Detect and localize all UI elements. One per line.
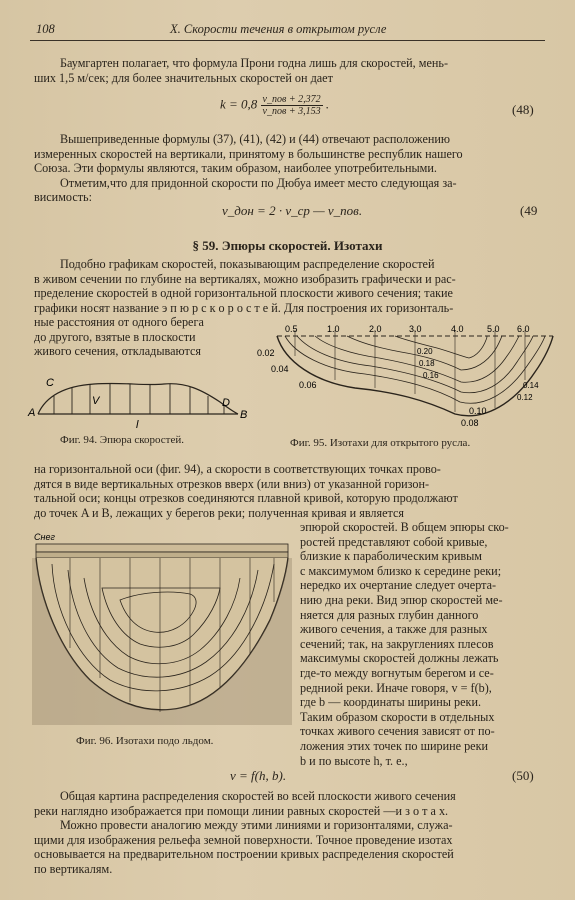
text-line: Союза. Эти формулы являются, таким образом, наиболее употребительными. [34,161,437,176]
paragraph-epures [34,257,544,315]
section-heading: § 59. Эпюры скоростей. Изотахи [192,238,383,253]
text-line: Вышеприведенные формулы (37), (41), (42) и (44) отвечают расположению [60,132,450,146]
text-line: дятся в виде вертикальных отрезков вверх (или вниз) от указанной горизон- [34,476,430,491]
text-line: Можно провести аналогию между этими линиями и горизонталями, служа- [60,818,453,833]
text-line: с максимумом близко к середине реки; [300,563,502,578]
caption-fig-96: Фиг. 96. Изотахи подо льдом. [76,735,214,747]
label-a: A [28,407,36,419]
snow-layer [36,544,288,552]
right-label: 0.08 [461,418,479,428]
header-rule [30,40,545,41]
text-line: редниой реки. Иначе говоря, v = f(b), [300,680,492,695]
text-line: Баумгартен полагает, что формула Прони годна лишь для скоростей, мень- [60,56,449,70]
left-label: 0.06 [299,380,317,390]
text-line: b и по высоте h, т. е., [300,753,408,768]
top-label: 1.0 [327,324,340,334]
text-line: эпюрой скоростей. В общем эпюры ско- [300,520,509,534]
verticals [295,330,525,412]
text-line: Подобно графикам скоростей, показывающим распределение скоростей [60,257,435,271]
text-line: по вертикалям. [34,861,113,876]
text-line: ложения этих точек по ширине реки [300,738,489,753]
label-v: V [92,395,100,407]
text-line: где b — координаты ширины реки. [300,695,482,710]
paragraph-baumgarten [34,56,544,85]
label-l: l [136,419,139,430]
inner-label: 0.12 [517,393,533,402]
top-label: 2.0 [369,324,382,334]
top-label: 6.0 [517,324,530,334]
figure-95-isotachs-open [255,322,555,432]
equation-48 [220,94,329,117]
inner-label: 0.18 [419,359,435,368]
equation-number-49: (49 [520,203,538,218]
text-line: пределение скоростей в одной горизонтальной плоскости живого сечения; такие [34,286,453,301]
text-line: близкие к параболическим кривым [300,549,483,564]
text-line: максимумы скоростей должны лежать [300,651,499,666]
fraction-denominator: v_пов + 3,153 [262,106,321,117]
velocity-arrows [54,383,224,414]
top-label: 0.5 [285,324,298,334]
text-line: висимость: [34,190,92,205]
ice-layer [36,552,288,558]
text-line: живого сечения, откладываются [34,344,201,359]
caption-fig-95: Фиг. 95. Изотахи для открытого русла. [290,437,471,449]
text-line: Отметим,что для придонной скорости по Дюбуа имеет место следующая за- [60,175,457,190]
text-line: до точек A и B, лежащих у берегов реки; полученная кривая и является [34,505,405,520]
text-line: няется для разных глубин данного [300,607,479,622]
text-line: на горизонтальной оси (фиг. 94), а скорости в соответствующих точках прово- [34,462,441,476]
paragraph-horizontal-axis [34,462,544,520]
label-b: B [240,409,248,421]
inner-label: 0.16 [423,371,439,380]
inner-label: 0.20 [417,347,433,356]
text-line: тальной оси; концы отрезков соединяются плавной кривой, которую продолжают [34,491,458,506]
paragraph-isotachs [34,789,544,877]
page-number: 108 [36,22,55,36]
equation-number-48: (48) [512,102,534,117]
text-line: ростей представляют собой кривые, [300,534,488,549]
caption-fig-94: Фиг. 94. Эпюра скоростей. [60,434,184,446]
text-line: в живом сечении по глубине на вертикалях, можно изобразить графически и рас- [34,271,456,286]
equation-50: v = f(h, b). [230,768,287,783]
paragraph-epures-cont [34,315,254,359]
text-line: реки наглядно изображается при помощи линии равных скоростей —и з о т а х. [34,803,449,818]
left-label: 0.02 [257,348,275,358]
text-line: графики носят название э п ю р с к о р о с т е й. Для построения их горизонталь- [34,300,454,315]
figure-96-isotachs-under-ice [30,530,295,725]
text-line: измеренных скоростей на вертикали, принятому в большинстве республик нашего [34,146,463,161]
paragraph-epure-shapes [300,520,545,768]
top-label: 4.0 [451,324,464,334]
chapter-title: X. Скорости течения в открытом русле [170,22,387,36]
inner-label: 0.14 [523,381,539,390]
text-line: Общая картина распределения скоростей во всей плоскости живого сечения [60,789,456,803]
left-label: 0.04 [271,364,289,374]
text-line: основывается на предварительном построении кривых распределения скоростей [34,847,454,862]
text-line: нию дна реки. Вид эпюр скоростей ме- [300,592,503,607]
text-line: Таким образом скорости в отдельных [300,709,495,724]
top-label: 3.0 [409,324,422,334]
text-line: до другого, взятые в плоскости [34,329,196,344]
equation-49: v_дон = 2 · v_ср — v_пов. [222,203,363,218]
equation-fraction [261,94,323,117]
equation-left: k = 0,8 [220,96,258,112]
equation-number-50: (50) [512,768,534,783]
snow-label: Снег [34,532,55,542]
label-c: C [46,377,54,389]
label-d: D [222,397,230,409]
figure-94-velocity-epure [24,370,249,430]
equation-tail: . [325,96,330,112]
paragraph-formulas [34,132,544,205]
text-line: ные расстояния от одного берега [34,315,204,329]
text-line: живого сечения, а также для разных [300,622,488,637]
text-line: ших 1,5 м/сек; для более значительных скоростей он дает [34,70,333,85]
text-line: щими для изображения рельефа земной поверхности. Точное проведение изотах [34,832,453,847]
text-line: нередко их очертание следует очерта- [300,578,497,593]
top-label: 5.0 [487,324,500,334]
right-label: 0.10 [469,406,487,416]
fraction-numerator: v_пов + 2,372 [262,94,321,105]
text-line: где-то между вогнутым берегом и се- [300,665,494,680]
text-line: сечений; так, на закруглениях плесов [300,636,494,651]
text-line: точках живого сечения зависят от по- [300,724,495,739]
